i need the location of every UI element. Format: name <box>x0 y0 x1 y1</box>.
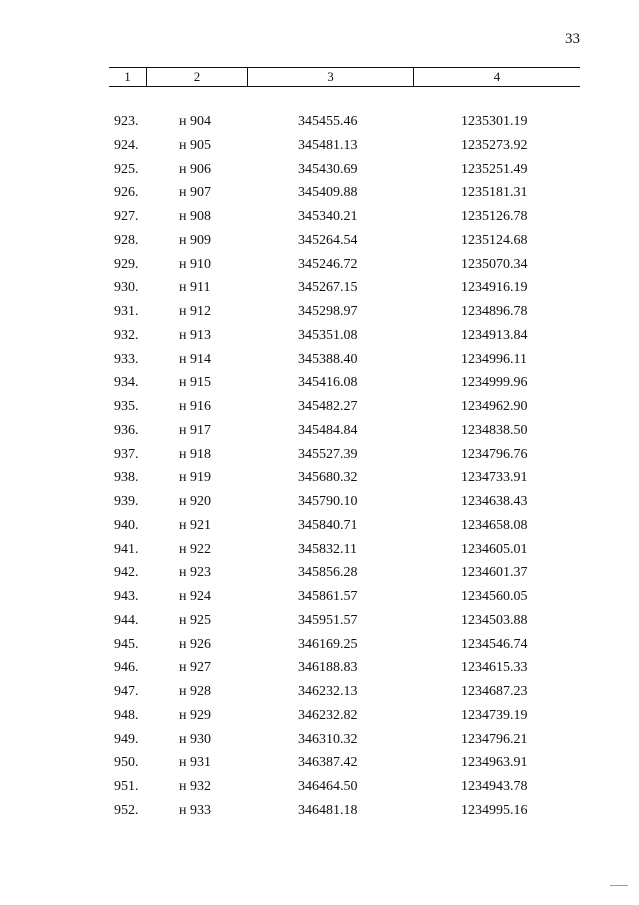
table-row <box>109 728 580 752</box>
row-number: 923. <box>114 114 139 129</box>
y-coordinate: 1234733.91 <box>461 470 528 486</box>
x-coordinate: 346387.42 <box>298 755 358 771</box>
table-header <box>109 67 580 87</box>
table-row <box>109 680 580 704</box>
row-number: 924. <box>114 137 139 153</box>
row-number: 947. <box>114 684 139 699</box>
point-name: н 921 <box>179 517 211 533</box>
x-coordinate: 346464.50 <box>298 779 358 794</box>
point-name: н 916 <box>179 399 211 414</box>
point-name: н 926 <box>179 636 211 652</box>
row-number: 930. <box>114 280 139 296</box>
header-col-1: 1 <box>124 69 131 84</box>
point-name: н 905 <box>179 137 211 153</box>
row-number: 938. <box>114 470 139 486</box>
point-name: н 927 <box>179 660 211 676</box>
point-name: н 919 <box>179 470 211 486</box>
row-number: 948. <box>114 707 139 723</box>
y-coordinate: 1235181.31 <box>461 185 528 201</box>
point-name: н 924 <box>179 589 211 604</box>
x-coordinate: 345267.15 <box>298 280 358 296</box>
row-number: 940. <box>114 517 139 533</box>
table-row <box>109 300 580 324</box>
header-col-4: 4 <box>413 68 580 86</box>
y-coordinate: 1234995.16 <box>461 802 528 818</box>
x-coordinate: 345856.28 <box>298 565 358 581</box>
y-coordinate: 1234943.78 <box>461 779 528 794</box>
point-name: н 909 <box>179 232 211 248</box>
row-number: 932. <box>114 327 139 343</box>
y-coordinate: 1234962.90 <box>461 399 528 414</box>
row-number: 941. <box>114 541 139 557</box>
y-coordinate: 1235301.19 <box>461 114 528 129</box>
point-name: н 920 <box>179 494 211 509</box>
y-coordinate: 1234838.50 <box>461 422 528 438</box>
table-row <box>109 656 580 680</box>
header-col-2: 2 <box>146 68 247 86</box>
x-coordinate: 346188.83 <box>298 660 358 676</box>
x-coordinate: 345409.88 <box>298 185 358 201</box>
table-row <box>109 466 580 490</box>
y-coordinate: 1234896.78 <box>461 304 528 319</box>
row-number: 936. <box>114 422 139 438</box>
row-number: 942. <box>114 565 139 581</box>
y-coordinate: 1235124.68 <box>461 232 528 248</box>
x-coordinate: 346232.82 <box>298 707 358 723</box>
row-number: 944. <box>114 612 139 628</box>
x-coordinate: 345484.84 <box>298 422 358 438</box>
row-number: 931. <box>114 304 139 319</box>
row-number: 928. <box>114 232 139 248</box>
row-number: 945. <box>114 636 139 652</box>
table-row <box>109 276 580 300</box>
point-name: н 908 <box>179 209 211 224</box>
x-coordinate: 346481.18 <box>298 802 358 818</box>
table-row <box>109 775 580 799</box>
y-coordinate: 1235070.34 <box>461 256 528 272</box>
y-coordinate: 1234503.88 <box>461 612 528 628</box>
table-row <box>109 205 580 229</box>
x-coordinate: 345481.13 <box>298 137 358 153</box>
x-coordinate: 345527.39 <box>298 446 358 462</box>
table-row <box>109 348 580 372</box>
y-coordinate: 1235126.78 <box>461 209 528 224</box>
table-row <box>109 585 580 609</box>
y-coordinate: 1234687.23 <box>461 684 528 699</box>
x-coordinate: 346310.32 <box>298 731 358 747</box>
table-row <box>109 443 580 467</box>
point-name: н 904 <box>179 114 211 129</box>
x-coordinate: 345455.46 <box>298 114 358 129</box>
row-number: 925. <box>114 161 139 177</box>
point-name: н 915 <box>179 375 211 391</box>
table-row <box>109 324 580 348</box>
point-name: н 931 <box>179 755 211 771</box>
point-name: н 929 <box>179 707 211 723</box>
x-coordinate: 345861.57 <box>298 589 358 604</box>
point-name: н 933 <box>179 802 211 818</box>
x-coordinate: 345482.27 <box>298 399 358 414</box>
table-row <box>109 110 580 134</box>
row-number: 949. <box>114 731 139 747</box>
table-row <box>109 134 580 158</box>
row-number: 935. <box>114 399 139 414</box>
row-number: 943. <box>114 589 139 604</box>
row-number: 950. <box>114 755 139 771</box>
point-name: н 910 <box>179 256 211 272</box>
y-coordinate: 1234658.08 <box>461 517 528 533</box>
y-coordinate: 1234963.91 <box>461 755 528 771</box>
table-row <box>109 799 580 823</box>
header-col-3: 3 <box>247 68 413 86</box>
row-number: 934. <box>114 375 139 391</box>
point-name: н 906 <box>179 161 211 177</box>
point-name: н 918 <box>179 446 211 462</box>
point-name: н 914 <box>179 351 211 367</box>
x-coordinate: 345832.11 <box>298 541 357 557</box>
y-coordinate: 1234560.05 <box>461 589 528 604</box>
point-name: н 928 <box>179 684 211 699</box>
y-coordinate: 1235251.49 <box>461 161 528 177</box>
row-number: 939. <box>114 494 139 509</box>
row-number: 933. <box>114 351 139 367</box>
point-name: н 911 <box>179 280 211 296</box>
x-coordinate: 345264.54 <box>298 232 358 248</box>
y-coordinate: 1234601.37 <box>461 565 528 581</box>
page-edge-mark <box>610 885 628 886</box>
x-coordinate: 346232.13 <box>298 684 358 699</box>
table-body <box>109 110 580 823</box>
y-coordinate: 1234546.74 <box>461 636 528 652</box>
page-number: 33 <box>565 31 580 47</box>
point-name: н 922 <box>179 541 211 557</box>
x-coordinate: 345340.21 <box>298 209 358 224</box>
point-name: н 925 <box>179 612 211 628</box>
x-coordinate: 345680.32 <box>298 470 358 486</box>
y-coordinate: 1234796.21 <box>461 731 528 747</box>
y-coordinate: 1234999.96 <box>461 375 528 391</box>
row-number: 929. <box>114 256 139 272</box>
x-coordinate: 345416.08 <box>298 375 358 391</box>
table-row <box>109 609 580 633</box>
y-coordinate: 1234605.01 <box>461 541 528 557</box>
table-row <box>109 704 580 728</box>
y-coordinate: 1235273.92 <box>461 137 528 153</box>
y-coordinate: 1234913.84 <box>461 327 528 343</box>
point-name: н 912 <box>179 304 211 319</box>
table-row <box>109 253 580 277</box>
x-coordinate: 345388.40 <box>298 351 358 367</box>
x-coordinate: 345351.08 <box>298 327 358 343</box>
row-number: 946. <box>114 660 139 676</box>
table-row <box>109 158 580 182</box>
x-coordinate: 345246.72 <box>298 256 358 272</box>
point-name: н 930 <box>179 731 211 747</box>
row-number: 927. <box>114 209 139 224</box>
y-coordinate: 1234916.19 <box>461 280 528 296</box>
row-number: 951. <box>114 779 139 794</box>
table-row <box>109 490 580 514</box>
point-name: н 917 <box>179 422 211 438</box>
point-name: н 907 <box>179 185 211 201</box>
table-row <box>109 514 580 538</box>
y-coordinate: 1234739.19 <box>461 707 528 723</box>
x-coordinate: 345840.71 <box>298 517 358 533</box>
table-row <box>109 419 580 443</box>
x-coordinate: 345430.69 <box>298 161 358 177</box>
row-number: 937. <box>114 446 139 462</box>
x-coordinate: 345951.57 <box>298 612 358 628</box>
x-coordinate: 346169.25 <box>298 636 358 652</box>
table-row <box>109 751 580 775</box>
table-row <box>109 371 580 395</box>
table-row <box>109 181 580 205</box>
point-name: н 932 <box>179 779 211 794</box>
table-row <box>109 229 580 253</box>
table-row <box>109 395 580 419</box>
table-row <box>109 561 580 585</box>
row-number: 926. <box>114 185 139 201</box>
y-coordinate: 1234996.11 <box>461 351 527 367</box>
row-number: 952. <box>114 802 139 818</box>
table-row <box>109 538 580 562</box>
table-row <box>109 633 580 657</box>
x-coordinate: 345790.10 <box>298 494 358 509</box>
y-coordinate: 1234796.76 <box>461 446 528 462</box>
y-coordinate: 1234638.43 <box>461 494 528 509</box>
y-coordinate: 1234615.33 <box>461 660 528 676</box>
x-coordinate: 345298.97 <box>298 304 358 319</box>
point-name: н 913 <box>179 327 211 343</box>
point-name: н 923 <box>179 565 211 581</box>
